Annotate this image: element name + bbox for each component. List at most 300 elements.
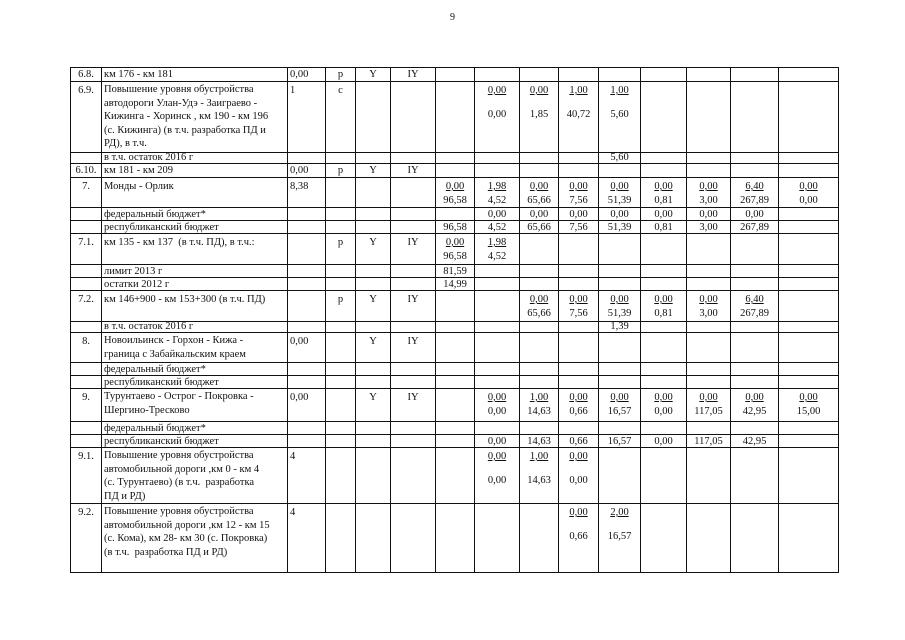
- mark-cell: р: [326, 234, 356, 265]
- value-cell: [731, 164, 779, 178]
- row-name-cell: [102, 234, 288, 265]
- mark-cell: [326, 504, 356, 573]
- category-2-cell: [391, 208, 436, 221]
- value-cell: [641, 265, 687, 278]
- mark-cell: с: [326, 82, 356, 153]
- value-cell: [779, 389, 839, 422]
- category-2-cell: [391, 278, 436, 291]
- value-cell: [599, 164, 641, 178]
- value-cell: [475, 504, 520, 573]
- value-bottom: 0,66: [569, 531, 588, 542]
- value-cell: [520, 389, 559, 422]
- row-number-cell: 6.9.: [71, 82, 102, 153]
- row-name-line: Турунтаево - Острог - Покровка -: [104, 391, 254, 402]
- value-cell: [475, 153, 520, 164]
- value-cell: [436, 322, 475, 333]
- row-number-cell: 7.1.: [71, 234, 102, 265]
- value-cell: [779, 363, 839, 376]
- category-2-cell: [391, 376, 436, 389]
- table-subrow: [71, 435, 839, 448]
- value-bottom: 15,00: [796, 406, 821, 417]
- value-cell: [559, 422, 599, 435]
- value-cell: [599, 291, 641, 322]
- value-cell: [559, 153, 599, 164]
- length-cell: [288, 422, 326, 435]
- value-cell: [599, 178, 641, 208]
- value-bottom: 0,00: [799, 195, 818, 206]
- row-name-line: федеральный бюджет*: [104, 364, 206, 375]
- table-row: [71, 178, 839, 208]
- value-cell: [475, 291, 520, 322]
- value-cell: 0,00: [641, 208, 687, 221]
- row-name-cell: [102, 376, 288, 389]
- value-cell: [687, 322, 731, 333]
- value-top: 0,00: [487, 392, 507, 403]
- value-cell: [687, 265, 731, 278]
- value-cell: [731, 178, 779, 208]
- row-name-line: (с. Кома), км 28- км 30 (с. Покровка): [104, 533, 268, 544]
- value-cell: [520, 82, 559, 153]
- value-cell: [731, 376, 779, 389]
- row-number-cell: [71, 376, 102, 389]
- row-name-line: республиканский бюджет: [104, 436, 219, 447]
- value-bottom: 65,66: [527, 195, 551, 206]
- value-cell: [731, 363, 779, 376]
- value-cell: [436, 333, 475, 363]
- value-cell: [559, 291, 599, 322]
- value-top: 0,00: [699, 392, 718, 403]
- value-cell: [779, 422, 839, 435]
- value-cell: [436, 208, 475, 221]
- value-top: 0,00: [654, 181, 673, 192]
- value-cell: [641, 363, 687, 376]
- value-cell: [687, 178, 731, 208]
- value-cell: [559, 68, 599, 82]
- category-cell: [356, 376, 391, 389]
- value-cell: [436, 178, 475, 208]
- value-cell: [475, 322, 520, 333]
- value-bottom: 16,57: [607, 406, 632, 417]
- value-cell: [641, 178, 687, 208]
- value-cell: [559, 178, 599, 208]
- value-cell: [641, 322, 687, 333]
- value-cell: [599, 68, 641, 82]
- row-name-cell: [102, 221, 288, 234]
- value-cell: [641, 291, 687, 322]
- value-cell: 0,00: [520, 208, 559, 221]
- value-cell: [475, 234, 520, 265]
- length-cell: 0,00: [288, 68, 326, 82]
- value-cell: [687, 422, 731, 435]
- mark-cell: [326, 265, 356, 278]
- value-cell: [475, 363, 520, 376]
- value-top: 0,00: [610, 392, 629, 403]
- category-2-cell: [391, 153, 436, 164]
- row-name-cell: [102, 389, 288, 422]
- length-cell: [288, 291, 326, 322]
- value-bottom: 0,66: [569, 406, 588, 417]
- value-cell: [520, 333, 559, 363]
- value-cell: [779, 221, 839, 234]
- category-2-cell: [391, 363, 436, 376]
- value-cell: [599, 504, 641, 573]
- value-cell: [436, 435, 475, 448]
- value-top: 1,00: [569, 85, 588, 96]
- value-cell: [436, 504, 475, 573]
- row-name-line: граница с Забайкальским краем: [104, 348, 246, 360]
- value-cell: 0,66: [559, 435, 599, 448]
- category-cell: Y: [356, 291, 391, 322]
- value-cell: [641, 82, 687, 153]
- value-cell: [599, 422, 641, 435]
- value-cell: [475, 68, 520, 82]
- value-cell: [559, 376, 599, 389]
- row-number-cell: [71, 322, 102, 333]
- value-cell: [731, 422, 779, 435]
- value-cell: [641, 448, 687, 504]
- value-cell: [475, 265, 520, 278]
- row-name-line: Повышение уровня обустройства: [104, 506, 254, 517]
- value-cell: [731, 389, 779, 422]
- value-cell: [520, 265, 559, 278]
- value-cell: [779, 504, 839, 573]
- value-cell: [559, 363, 599, 376]
- row-name-cell: [102, 164, 288, 178]
- value-cell: [687, 448, 731, 504]
- category-2-cell: IY: [391, 291, 436, 322]
- value-cell: [641, 278, 687, 291]
- row-name-line: федеральный бюджет*: [104, 209, 206, 220]
- value-cell: [559, 82, 599, 153]
- value-cell: 0,00: [731, 208, 779, 221]
- category-2-cell: IY: [391, 164, 436, 178]
- value-cell: [731, 82, 779, 153]
- length-cell: [288, 221, 326, 234]
- value-cell: [641, 504, 687, 573]
- value-bottom: 4,52: [487, 251, 507, 262]
- value-cell: 14,99: [436, 278, 475, 291]
- row-name-cell: [102, 504, 288, 573]
- value-cell: 0,00: [475, 435, 520, 448]
- category-cell: Y: [356, 68, 391, 82]
- table-subrow: [71, 422, 839, 435]
- value-bottom: 3,00: [699, 308, 718, 319]
- value-bottom: 0,00: [487, 475, 507, 486]
- category-cell: [356, 221, 391, 234]
- table-row: [71, 504, 839, 573]
- value-bottom: 14,63: [527, 475, 551, 486]
- value-cell: [559, 389, 599, 422]
- category-2-cell: [391, 448, 436, 504]
- value-cell: 0,81: [641, 221, 687, 234]
- value-cell: [779, 153, 839, 164]
- value-bottom: 117,05: [694, 406, 723, 417]
- category-cell: [356, 322, 391, 333]
- value-cell: [731, 278, 779, 291]
- value-cell: [731, 333, 779, 363]
- value-top: 0,00: [529, 181, 549, 192]
- value-cell: 4,52: [475, 221, 520, 234]
- table-subrow: [71, 265, 839, 278]
- category-2-cell: IY: [391, 68, 436, 82]
- table-subrow: [71, 208, 839, 221]
- value-top: 0,00: [487, 85, 507, 96]
- row-name-line: республиканский бюджет: [104, 377, 219, 388]
- value-cell: [687, 389, 731, 422]
- value-cell: [520, 278, 559, 291]
- value-cell: 42,95: [731, 435, 779, 448]
- row-name-cell: [102, 178, 288, 208]
- value-cell: [475, 82, 520, 153]
- value-cell: 7,56: [559, 221, 599, 234]
- category-2-cell: [391, 504, 436, 573]
- value-cell: [436, 234, 475, 265]
- category-cell: [356, 435, 391, 448]
- row-name-cell: [102, 448, 288, 504]
- value-cell: [520, 422, 559, 435]
- length-cell: [288, 363, 326, 376]
- category-2-cell: [391, 82, 436, 153]
- category-cell: [356, 82, 391, 153]
- row-name-cell: [102, 265, 288, 278]
- mark-cell: [326, 389, 356, 422]
- value-bottom: 0,00: [487, 109, 507, 120]
- value-cell: [641, 376, 687, 389]
- value-cell: [779, 208, 839, 221]
- length-cell: 1: [288, 82, 326, 153]
- category-cell: [356, 153, 391, 164]
- length-cell: 4: [288, 504, 326, 573]
- value-bottom: 0,81: [654, 308, 673, 319]
- table-row: [71, 448, 839, 504]
- value-top: 0,00: [529, 294, 549, 305]
- value-bottom: 5,60: [610, 109, 629, 120]
- value-cell: [599, 363, 641, 376]
- row-name-line: республиканский бюджет: [104, 222, 219, 233]
- row-name-line: автомобильной дороги ,км 12 - км 15: [104, 519, 270, 531]
- value-cell: [641, 234, 687, 265]
- value-cell: [779, 376, 839, 389]
- value-cell: [520, 153, 559, 164]
- row-number-cell: [71, 153, 102, 164]
- value-top: 0,00: [569, 181, 588, 192]
- row-name-cell: [102, 82, 288, 153]
- row-name-line: в т.ч. остаток 2016 г: [104, 321, 194, 332]
- value-cell: [687, 278, 731, 291]
- value-cell: 3,00: [687, 221, 731, 234]
- value-cell: 16,57: [599, 435, 641, 448]
- value-bottom: 1,85: [529, 109, 549, 120]
- value-cell: [599, 82, 641, 153]
- row-name-cell: [102, 363, 288, 376]
- row-name-cell: [102, 208, 288, 221]
- mark-cell: [326, 153, 356, 164]
- row-name-cell: [102, 422, 288, 435]
- value-cell: [779, 68, 839, 82]
- table-row: [71, 164, 839, 178]
- row-number-cell: [71, 435, 102, 448]
- value-top: 0,00: [529, 85, 549, 96]
- value-cell: [731, 448, 779, 504]
- row-name-line: км 181 - км 209: [104, 165, 173, 176]
- value-top: 0,00: [745, 392, 764, 403]
- value-cell: [687, 291, 731, 322]
- value-cell: [475, 164, 520, 178]
- category-cell: [356, 363, 391, 376]
- value-cell: [520, 504, 559, 573]
- length-cell: [288, 435, 326, 448]
- length-cell: [288, 208, 326, 221]
- value-cell: [687, 164, 731, 178]
- value-cell: [559, 164, 599, 178]
- mark-cell: [326, 422, 356, 435]
- value-cell: [436, 448, 475, 504]
- value-cell: 0,00: [687, 208, 731, 221]
- row-name-line: в т.ч. остаток 2016 г: [104, 152, 194, 163]
- value-bottom: 3,00: [699, 195, 718, 206]
- value-bottom: 4,52: [487, 195, 507, 206]
- value-cell: [779, 333, 839, 363]
- row-name-line: км 146+900 - км 153+300 (в т.ч. ПД): [104, 294, 266, 305]
- category-2-cell: [391, 178, 436, 208]
- category-cell: Y: [356, 164, 391, 178]
- length-cell: 4: [288, 448, 326, 504]
- value-cell: [687, 234, 731, 265]
- value-cell: [599, 278, 641, 291]
- value-cell: 81,59: [436, 265, 475, 278]
- category-2-cell: IY: [391, 234, 436, 265]
- mark-cell: р: [326, 164, 356, 178]
- row-number-cell: 6.10.: [71, 164, 102, 178]
- value-cell: [436, 376, 475, 389]
- row-number-cell: 9.2.: [71, 504, 102, 573]
- value-top: 1,00: [610, 85, 629, 96]
- row-name-line: автомобильной дороги ,км 0 - км 4: [104, 463, 260, 475]
- value-cell: [641, 389, 687, 422]
- value-top: 0,00: [610, 294, 629, 305]
- mark-cell: р: [326, 68, 356, 82]
- value-top: 0,00: [699, 181, 718, 192]
- value-cell: [687, 376, 731, 389]
- length-cell: [288, 376, 326, 389]
- row-name-cell: [102, 435, 288, 448]
- value-cell: [687, 82, 731, 153]
- row-name-line: Шергино-Тресково: [104, 404, 190, 416]
- value-cell: 0,00: [559, 208, 599, 221]
- value-cell: [475, 389, 520, 422]
- value-cell: [687, 153, 731, 164]
- row-name-line: км 176 - км 181: [104, 69, 173, 80]
- value-bottom: 65,66: [527, 308, 551, 319]
- value-bottom: 7,56: [569, 308, 588, 319]
- length-cell: [288, 265, 326, 278]
- value-bottom: 14,63: [527, 406, 551, 417]
- value-cell: 96,58: [436, 221, 475, 234]
- value-cell: [599, 389, 641, 422]
- value-cell: [559, 265, 599, 278]
- value-cell: 5,60: [599, 153, 641, 164]
- mark-cell: [326, 208, 356, 221]
- value-cell: [779, 291, 839, 322]
- row-name-line: ПД и РД): [104, 490, 146, 502]
- value-top: 0,00: [699, 294, 718, 305]
- row-number-cell: [71, 278, 102, 291]
- category-2-cell: IY: [391, 333, 436, 363]
- row-name-line: лимит 2013 г: [104, 266, 163, 277]
- value-bottom: 7,56: [569, 195, 588, 206]
- value-cell: [520, 322, 559, 333]
- value-cell: [779, 265, 839, 278]
- value-cell: [520, 363, 559, 376]
- category-2-cell: [391, 435, 436, 448]
- category-cell: [356, 278, 391, 291]
- value-bottom: 0,00: [569, 475, 588, 486]
- value-top: 0,00: [799, 181, 818, 192]
- value-top: 0,00: [799, 392, 818, 403]
- row-name-cell: [102, 68, 288, 82]
- category-cell: Y: [356, 333, 391, 363]
- table-subrow: [71, 363, 839, 376]
- value-cell: [779, 82, 839, 153]
- mark-cell: [326, 435, 356, 448]
- table-body: [71, 68, 839, 573]
- mark-cell: [326, 221, 356, 234]
- value-cell: [731, 234, 779, 265]
- value-bottom: 0,81: [654, 195, 673, 206]
- category-cell: [356, 504, 391, 573]
- row-name-line: Монды - Орлик: [104, 181, 174, 192]
- mark-cell: [326, 376, 356, 389]
- value-cell: [475, 376, 520, 389]
- value-cell: [599, 265, 641, 278]
- value-top: 0,00: [487, 451, 507, 462]
- value-cell: [731, 291, 779, 322]
- value-cell: 1,39: [599, 322, 641, 333]
- row-number-cell: [71, 422, 102, 435]
- row-number-cell: 6.8.: [71, 68, 102, 82]
- value-cell: 51,39: [599, 221, 641, 234]
- row-name-line: федеральный бюджет*: [104, 423, 206, 434]
- length-cell: [288, 153, 326, 164]
- length-cell: 0,00: [288, 164, 326, 178]
- value-top: 1,00: [529, 392, 549, 403]
- value-cell: [436, 291, 475, 322]
- value-bottom: 0,00: [654, 406, 673, 417]
- table-row: [71, 82, 839, 153]
- row-name-line: (с. Кижинга) (в т.ч. разработка ПД и: [104, 124, 266, 136]
- row-name-cell: [102, 278, 288, 291]
- value-cell: [731, 265, 779, 278]
- value-cell: [779, 178, 839, 208]
- category-cell: [356, 265, 391, 278]
- table-subrow: [71, 221, 839, 234]
- table-row: [71, 333, 839, 363]
- value-cell: [779, 234, 839, 265]
- value-cell: [559, 333, 599, 363]
- value-cell: [779, 164, 839, 178]
- category-cell: [356, 178, 391, 208]
- length-cell: [288, 278, 326, 291]
- table-row: [71, 389, 839, 422]
- value-cell: [436, 363, 475, 376]
- mark-cell: [326, 333, 356, 363]
- value-bottom: 267,89: [740, 195, 769, 206]
- value-top: 1,98: [487, 237, 507, 248]
- value-cell: [520, 376, 559, 389]
- data-table: [70, 67, 839, 573]
- value-cell: [641, 153, 687, 164]
- category-cell: [356, 208, 391, 221]
